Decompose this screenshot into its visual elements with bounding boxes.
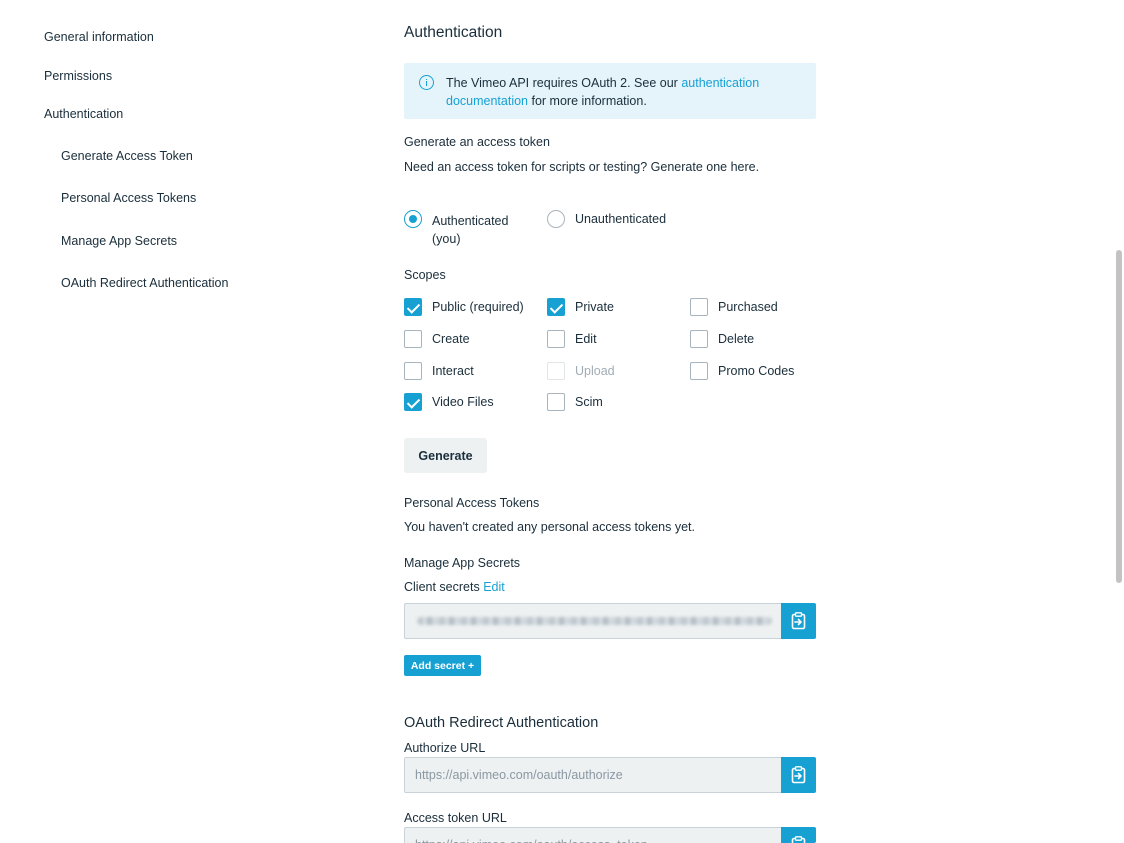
scope-create-checkbox[interactable] [404, 330, 422, 348]
scope-purchased-checkbox[interactable] [690, 298, 708, 316]
scopes-heading: Scopes [404, 268, 446, 282]
clipboard-icon [790, 836, 807, 843]
scope-create-label: Create [432, 332, 470, 346]
sidebar-item-personal-access-tokens[interactable]: Personal Access Tokens [61, 191, 197, 205]
oauth-heading: OAuth Redirect Authentication [404, 715, 599, 731]
add-secret-button[interactable]: Add secret + [404, 655, 481, 676]
unauthenticated-radio-label: Unauthenticated [575, 212, 667, 226]
authenticated-radio[interactable] [404, 210, 422, 228]
scope-public-checkbox[interactable] [404, 298, 422, 316]
scope-edit-label: Edit [575, 332, 597, 346]
copy-access-token-url-button[interactable] [781, 827, 816, 843]
info-text-after: for more information. [528, 93, 647, 108]
scope-interact-checkbox[interactable] [404, 362, 422, 380]
info-banner [404, 63, 816, 119]
authorize-url-label: Authorize URL [404, 741, 486, 755]
generate-button[interactable]: Generate [404, 438, 487, 473]
sidebar-item-general-information[interactable]: General information [44, 30, 154, 44]
sidebar-item-permissions[interactable]: Permissions [44, 69, 113, 83]
sidebar-item-manage-app-secrets[interactable]: Manage App Secrets [61, 234, 178, 248]
access-token-url-field[interactable] [404, 827, 781, 843]
personal-tokens-empty-text: You haven't created any personal access tokens yet. [404, 520, 695, 534]
scope-public-label: Public (required) [432, 300, 524, 314]
sidebar-item-authentication[interactable]: Authentication [44, 107, 124, 121]
scope-interact-label: Interact [432, 364, 474, 378]
client-secret-redacted [417, 617, 772, 625]
client-secrets-row [404, 580, 505, 594]
clipboard-icon [790, 612, 807, 630]
scope-scim-label: Scim [575, 395, 603, 409]
client-secret-field[interactable] [404, 603, 781, 639]
generate-token-heading: Generate an access token [404, 135, 550, 149]
scope-scim-checkbox[interactable] [547, 393, 565, 411]
access-token-url-label: Access token URL [404, 811, 507, 825]
authentication-documentation-link[interactable]: authentication documentation [446, 76, 760, 108]
client-secrets-edit-link[interactable]: Edit [483, 580, 505, 594]
scope-promo-codes-checkbox[interactable] [690, 362, 708, 380]
scope-delete-checkbox[interactable] [690, 330, 708, 348]
scope-promo-codes-label: Promo Codes [718, 364, 795, 378]
scope-upload-label: Upload [575, 364, 615, 378]
sidebar-item-generate-access-token[interactable]: Generate Access Token [61, 149, 193, 163]
scope-private-label: Private [575, 300, 614, 314]
personal-tokens-heading: Personal Access Tokens [404, 496, 540, 510]
vertical-scrollbar[interactable] [1116, 250, 1122, 583]
info-icon [419, 75, 434, 90]
scope-upload-checkbox [547, 362, 565, 380]
sidebar-item-oauth-redirect-authentication[interactable]: OAuth Redirect Authentication [61, 276, 229, 290]
scope-video-files-checkbox[interactable] [404, 393, 422, 411]
scope-purchased-label: Purchased [718, 300, 778, 314]
generate-token-description: Need an access token for scripts or testing? Generate one here. [404, 160, 760, 174]
authenticated-radio-label: Authenticated (you) [432, 214, 509, 246]
scope-private-checkbox[interactable] [547, 298, 565, 316]
copy-client-secret-button[interactable] [781, 603, 816, 639]
copy-authorize-url-button[interactable] [781, 757, 816, 793]
app-secrets-heading: Manage App Secrets [404, 556, 521, 570]
client-secrets-label: Client secrets [404, 580, 480, 594]
clipboard-icon [790, 766, 807, 784]
authorize-url-field[interactable] [404, 757, 781, 793]
scope-edit-checkbox[interactable] [547, 330, 565, 348]
unauthenticated-radio[interactable] [547, 210, 565, 228]
scope-delete-label: Delete [718, 332, 755, 346]
info-text-before: The Vimeo API requires OAuth 2. See our [446, 76, 682, 90]
info-text [446, 75, 796, 110]
page-title: Authentication [404, 24, 503, 41]
scope-video-files-label: Video Files [432, 395, 494, 409]
